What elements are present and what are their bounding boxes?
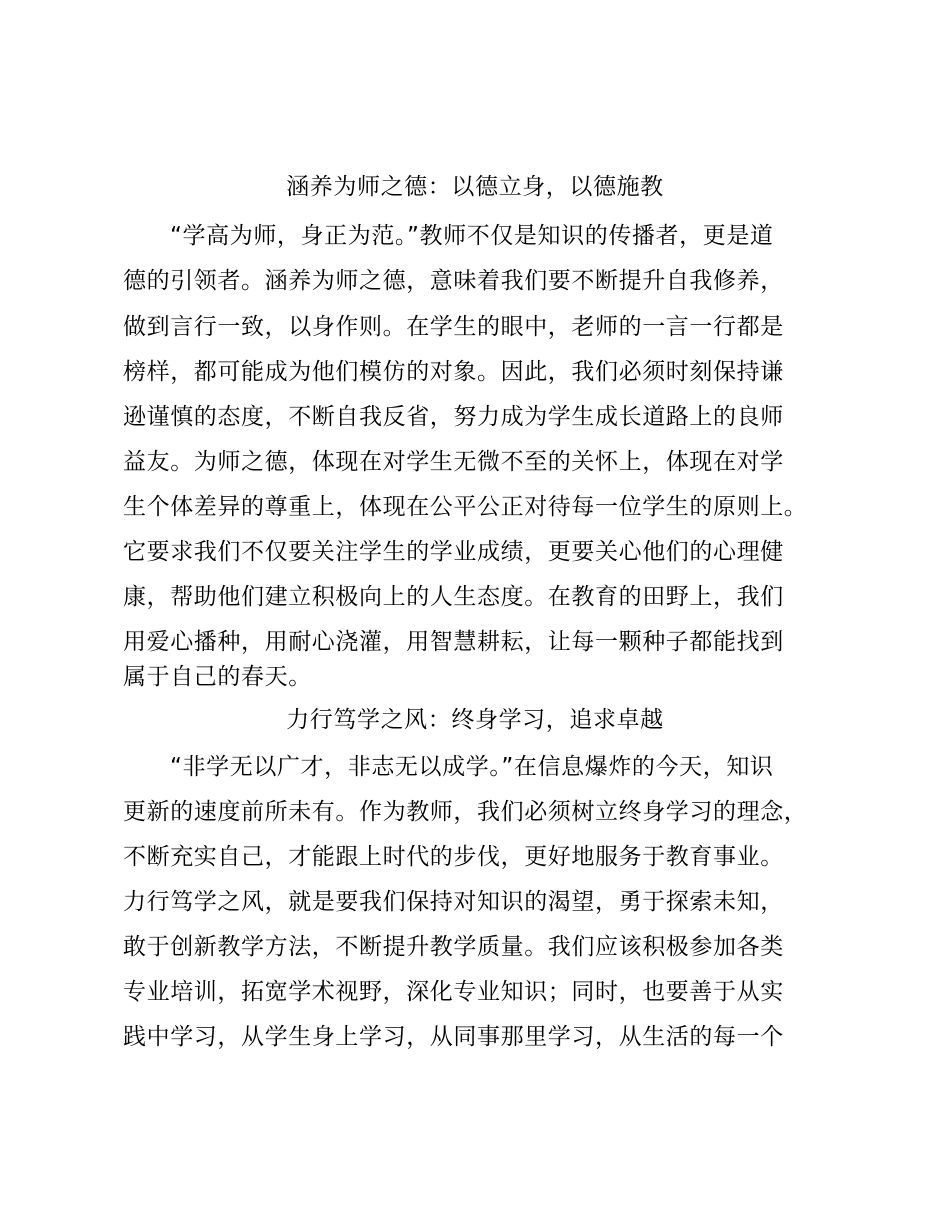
section-1-line: 用爱心播种，用耐心浇灌，用智慧耕耘，让每一颗种子都能找到	[123, 629, 784, 655]
section-1-line: 益友。为师之德，体现在对学生无微不至的关怀上，体现在对学	[123, 449, 784, 475]
section-1-line: 康，帮助他们建立积极向上的人生态度。在教育的田野上，我们	[123, 584, 784, 610]
section-1-heading: 涵养为师之德：以德立身，以德施教	[286, 174, 664, 200]
section-2-heading: 力行笃学之风：终身学习，追求卓越	[286, 707, 664, 733]
section-1-line: 逊谨慎的态度，不断自我反省，努力成为学生成长道路上的良师	[123, 404, 784, 430]
section-2-line: “非学无以广才，非志无以成学。”在信息爆炸的今天，知识	[170, 754, 774, 780]
section-2-line: 更新的速度前所未有。作为教师，我们必须树立终身学习的理念，	[123, 799, 808, 825]
section-1-line: 做到言行一致，以身作则。在学生的眼中，老师的一言一行都是	[123, 314, 784, 340]
section-1-line: 生个体差异的尊重上，体现在公平公正对待每一位学生的原则上。	[123, 494, 808, 520]
section-1-line: 榜样，都可能成为他们模仿的对象。因此，我们必须时刻保持谦	[123, 359, 784, 385]
section-2-line: 专业培训，拓宽学术视野，深化专业知识；同时，也要善于从实	[123, 979, 784, 1005]
section-1-line: “学高为师，身正为范。”教师不仅是知识的传播者，更是道	[170, 223, 774, 249]
section-1-line: 德的引领者。涵养为师之德，意味着我们要不断提升自我修养，	[123, 268, 784, 294]
section-2-line: 敢于创新教学方法，不断提升教学质量。我们应该积极参加各类	[123, 934, 784, 960]
section-1-line: 它要求我们不仅要关注学生的学业成绩，更要关心他们的心理健	[123, 539, 784, 565]
section-1-line: 属于自己的春天。	[123, 664, 312, 690]
section-2-line: 不断充实自己，才能跟上时代的步伐，更好地服务于教育事业。	[123, 844, 784, 870]
section-2-line: 力行笃学之风，就是要我们保持对知识的渴望，勇于探索未知，	[123, 889, 784, 915]
section-2-line: 践中学习，从学生身上学习，从同事那里学习，从生活的每一个	[123, 1024, 784, 1050]
